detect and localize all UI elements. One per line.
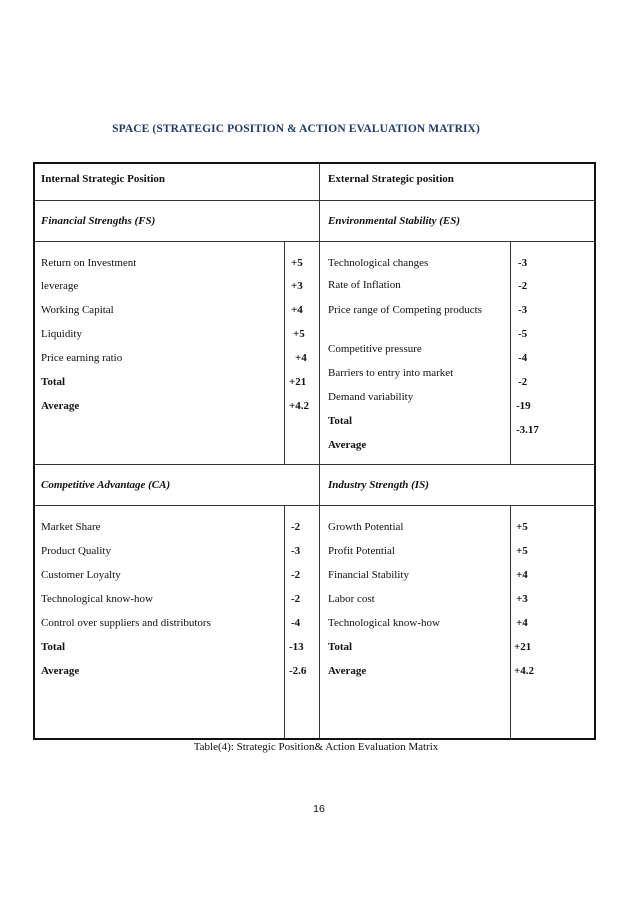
is-section-title: Industry Strength (IS): [328, 479, 429, 491]
fs-item-value: +5: [291, 257, 303, 269]
fs-item-label: Return on Investment: [41, 257, 137, 269]
ca-average-label: Average: [41, 665, 80, 677]
es-item-value: -5: [518, 328, 528, 340]
ca-average-value: -2.6: [289, 665, 307, 677]
fs-average-value: +4.2: [289, 400, 310, 412]
is-item-value: +4: [516, 569, 528, 581]
fs-total-value: +21: [289, 376, 307, 388]
column-divider: [319, 164, 320, 738]
ca-item-value: -2: [291, 569, 301, 581]
column-divider: [510, 241, 511, 464]
ca-item-value: -2: [291, 593, 301, 605]
is-item-label: Technological know-how: [328, 617, 440, 629]
ca-item-label: Control over suppliers and distributors: [41, 617, 211, 629]
es-item-label: Barriers to entry into market: [328, 367, 454, 379]
is-total-label: Total: [328, 641, 353, 653]
is-item-value: +3: [516, 593, 528, 605]
row-divider: [35, 464, 594, 465]
fs-item-value: +4: [291, 304, 303, 316]
es-total-value: -19: [516, 400, 531, 412]
is-average-value: +4.2: [514, 665, 535, 677]
ca-section-title: Competitive Advantage (CA): [41, 479, 171, 491]
fs-item-value: +3: [291, 280, 303, 292]
fs-average-label: Average: [41, 400, 80, 412]
is-item-value: +5: [516, 521, 528, 533]
ca-item-value: -4: [291, 617, 301, 629]
ca-item-value: -2: [291, 521, 301, 533]
es-item-value: -2: [518, 280, 528, 292]
column-divider: [510, 505, 511, 738]
external-position-header: External Strategic position: [328, 173, 454, 185]
fs-item-label: Working Capital: [41, 304, 114, 316]
es-item-value: -3: [518, 304, 528, 316]
es-average-value: -3.17: [516, 424, 539, 436]
fs-item-value: +4: [295, 352, 307, 364]
ca-item-label: Customer Loyalty: [41, 569, 121, 581]
space-matrix-table: [33, 162, 596, 740]
fs-item-label: Liquidity: [41, 328, 82, 340]
column-divider: [284, 241, 285, 464]
es-item-value: -2: [518, 376, 528, 388]
is-item-value: +5: [516, 545, 528, 557]
es-item-label: Rate of Inflation: [328, 279, 401, 291]
fs-item-label: leverage: [41, 280, 79, 292]
es-item-label: Demand variability: [328, 391, 414, 403]
is-item-label: Profit Potential: [328, 545, 395, 557]
fs-section-title: Financial Strengths (FS): [41, 215, 156, 227]
ca-item-label: Market Share: [41, 521, 101, 533]
es-item-value: -4: [518, 352, 528, 364]
row-divider: [35, 200, 594, 201]
es-section-title: Environmental Stability (ES): [328, 215, 461, 227]
is-item-label: Growth Potential: [328, 521, 404, 533]
ca-item-label: Technological know-how: [41, 593, 153, 605]
is-total-value: +21: [514, 641, 532, 653]
es-item-label: Price range of Competing products: [328, 304, 482, 316]
es-average-label: Average: [328, 439, 367, 451]
es-item-value: -3: [518, 257, 528, 269]
ca-item-label: Product Quality: [41, 545, 111, 557]
is-item-label: Labor cost: [328, 593, 375, 605]
fs-item-value: +5: [293, 328, 305, 340]
fs-total-label: Total: [41, 376, 66, 388]
page-title: SPACE (STRATEGIC POSITION & ACTION EVALUATION MATRIX): [112, 123, 480, 135]
es-total-label: Total: [328, 415, 353, 427]
page-number: 16: [313, 803, 325, 815]
table-caption: Table(4): Strategic Position& Action Evaluation Matrix: [193, 741, 439, 753]
es-item-label: Technological changes: [328, 257, 429, 269]
ca-total-value: -13: [289, 641, 304, 653]
es-item-label: Competitive pressure: [328, 343, 422, 355]
is-item-value: +4: [516, 617, 528, 629]
is-average-label: Average: [328, 665, 367, 677]
is-item-label: Financial Stability: [328, 569, 409, 581]
column-divider: [284, 505, 285, 738]
fs-item-label: Price earning ratio: [41, 352, 123, 364]
internal-position-header: Internal Strategic Position: [41, 173, 166, 185]
ca-total-label: Total: [41, 641, 66, 653]
ca-item-value: -3: [291, 545, 301, 557]
